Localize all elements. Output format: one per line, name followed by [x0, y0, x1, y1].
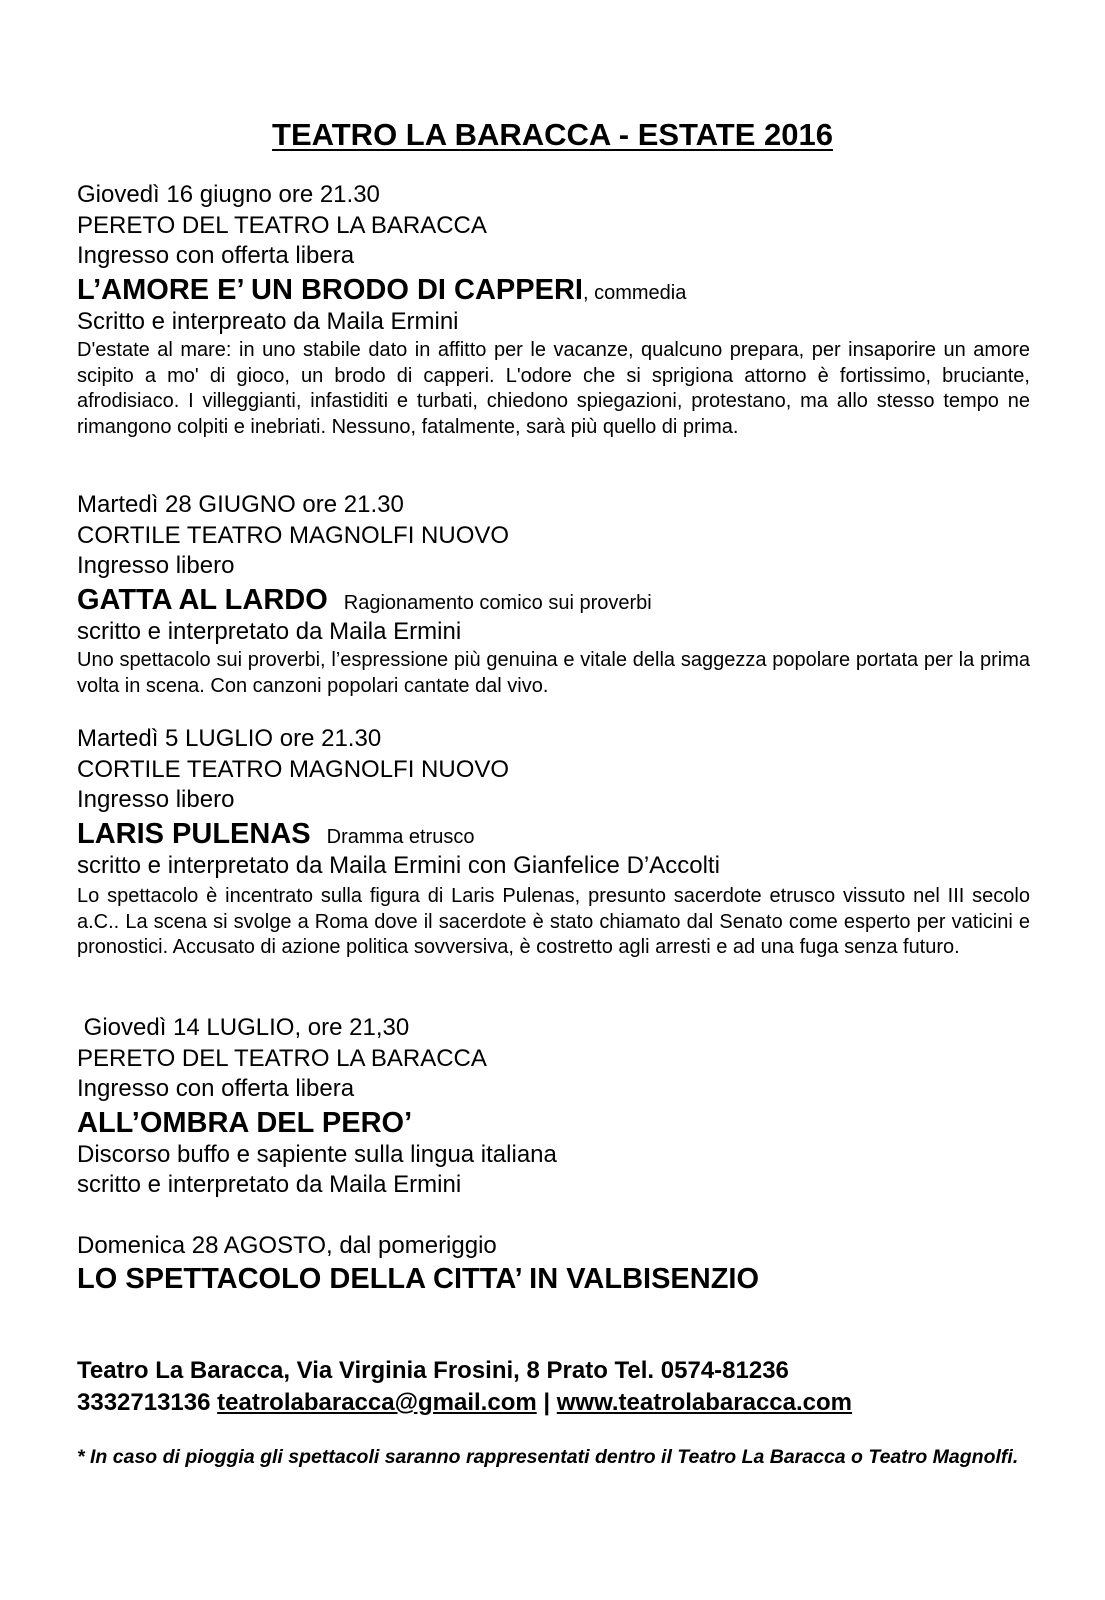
event-2-place: CORTILE TEATRO MAGNOLFI NUOVO: [77, 522, 510, 549]
event-4-subtitle: Discorso buffo e sapiente sulla lingua italiana: [77, 1141, 557, 1168]
event-1-heading: [77, 273, 686, 310]
footer-website-link[interactable]: www.teatrolabaracca.com: [556, 1389, 852, 1416]
event-3-genre: Dramma etrusco: [326, 826, 475, 848]
footer-separator: |: [543, 1389, 551, 1416]
event-1-date: Giovedì 16 giugno ore 21.30: [77, 181, 380, 208]
event-2-heading: [77, 583, 652, 620]
event-5-date: Domenica 28 AGOSTO, dal pomeriggio: [77, 1232, 497, 1259]
page-title: TEATRO LA BARACCA - ESTATE 2016: [272, 117, 833, 152]
event-2-date: Martedì 28 GIUGNO ore 21.30: [77, 491, 404, 518]
event-1-description: D'estate al mare: in uno stabile dato in affitto per le vacanze, qualcuno prepara, per insaporire un amore scipito a mo' di gioco, un brodo di capperi. L'odore che si sprigiona attorno è fortissimo, bruciante, afrodisiaco. I villeggianti, infastiditi e turbati, chiedono spiegazioni, protestano, ma allo stesso tempo ne rimangono colpiti e inebriati. Nessuno, fatalmente, sarà più quello di prima.: [77, 339, 1030, 438]
event-3-date: Martedì 5 LUGLIO ore 21.30: [77, 725, 382, 752]
footer-contacts: [77, 1388, 852, 1418]
event-2-genre: Ragionamento comico sui proverbi: [343, 592, 652, 614]
event-1-genre: , commedia: [582, 282, 687, 304]
event-3-place: CORTILE TEATRO MAGNOLFI NUOVO: [77, 756, 510, 783]
event-3-heading: [77, 817, 474, 854]
event-5-show-title: LO SPETTACOLO DELLA CITTA’ IN VALBISENZIO: [77, 1263, 760, 1295]
event-2-description: Uno spettacolo sui proverbi, l’espressione più genuina e vitale della saggezza popolare portata per la prima volta in scena. Con canzoni popolari cantate dal vivo.: [77, 649, 1030, 697]
event-1-show-title: L’AMORE E’ UN BRODO DI CAPPERI: [77, 274, 583, 306]
event-4-show-title: ALL’OMBRA DEL PERO’: [77, 1107, 413, 1139]
event-1-place: PERETO DEL TEATRO LA BARACCA: [77, 212, 487, 239]
event-1-entry: Ingresso con offerta libera: [77, 242, 355, 269]
event-4-date: Giovedì 14 LUGLIO, ore 21,30: [77, 1014, 410, 1041]
event-4-credits: scritto e interpretato da Maila Ermini: [77, 1171, 462, 1198]
event-1-credits: Scritto e interpreato da Maila Ermini: [77, 308, 459, 335]
event-2-credits: scritto e interpretato da Maila Ermini: [77, 618, 462, 645]
event-2-show-title: GATTA AL LARDO: [77, 584, 328, 616]
event-3-show-title: LARIS PULENAS: [77, 818, 311, 850]
footer-email-link[interactable]: teatrolabaracca@gmail.com: [217, 1389, 537, 1416]
footer-phone: 3332713136: [77, 1389, 211, 1416]
event-3-description: Lo spettacolo è incentrato sulla figura di Laris Pulenas, presunto sacerdote etrusco vissuto nel III secolo a.C.. La scena si svolge a Roma dove il sacerdote è stato chiamato dal Senato come esperto per vaticini e pronostici. Accusato di azione politica sovversiva, è costretto agli arresti e ad una fuga senza futuro.: [77, 885, 1030, 958]
event-4-entry: Ingresso con offerta libera: [77, 1075, 355, 1102]
event-4-place: PERETO DEL TEATRO LA BARACCA: [77, 1045, 487, 1072]
event-3-entry: Ingresso libero: [77, 786, 235, 813]
event-3-credits: scritto e interpretato da Maila Ermini con Gianfelice D’Accolti: [77, 852, 720, 879]
footer-address: Teatro La Baracca, Via Virginia Frosini, 8 Prato Tel. 0574-81236: [77, 1357, 789, 1384]
footer-rain-note: * In caso di pioggia gli spettacoli saranno rappresentati dentro il Teatro La Baracca o Teatro Magnolfi.: [77, 1446, 1019, 1468]
event-2-entry: Ingresso libero: [77, 552, 235, 579]
